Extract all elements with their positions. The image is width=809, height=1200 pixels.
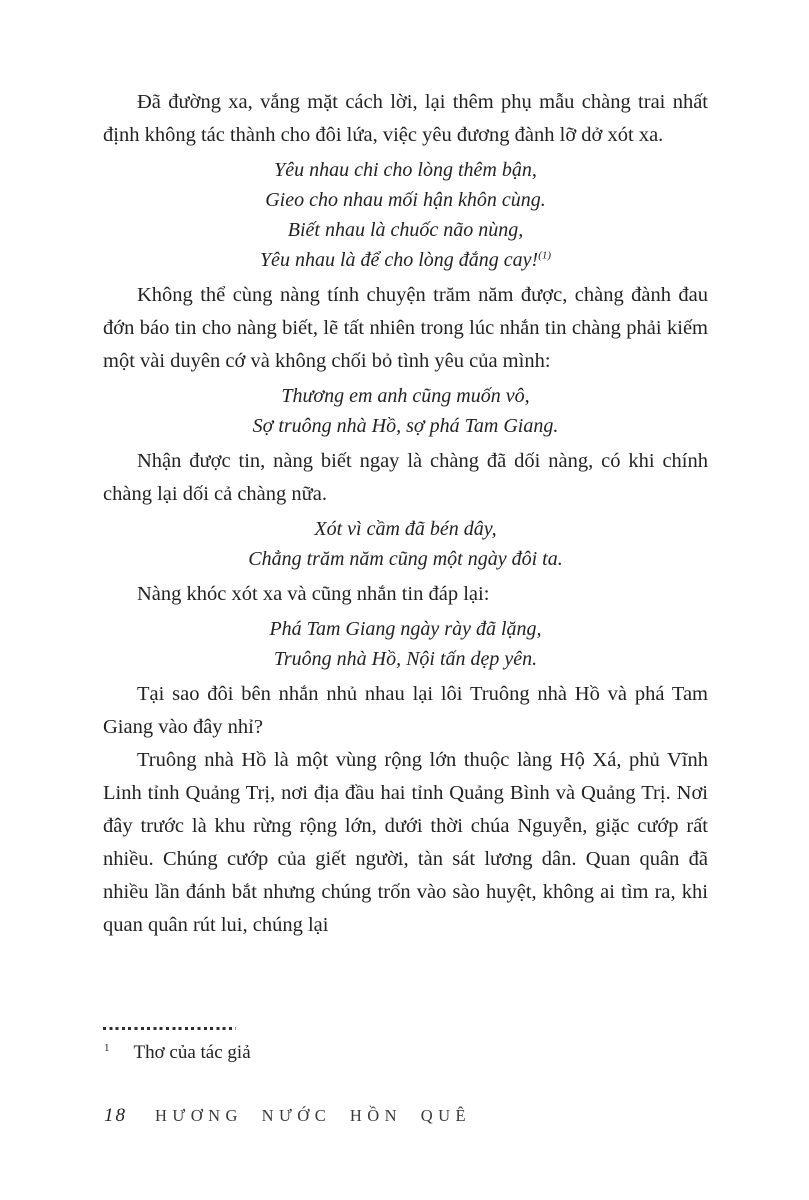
verse-quote — [103, 614, 708, 674]
verse-line: Phá Tam Giang ngày rày đã lặng, — [269, 618, 542, 640]
verse-line: Biết nhau là chuốc não nùng, — [287, 219, 524, 241]
footnote-text: Thơ của tác giả — [133, 1042, 251, 1063]
footnote-divider — [103, 1027, 236, 1030]
paragraph: Tại sao đôi bên nhắn nhủ nhau lại lôi Truông nhà Hồ và phá Tam Giang vào đây nhỉ? — [103, 683, 708, 738]
footnote — [104, 1040, 251, 1066]
paragraph: Không thể cùng nàng tính chuyện trăm năm được, chàng đành đau đớn báo tin cho nàng biết, lẽ tất nhiên trong lúc nhắn tin chàng phải kiếm một vài duyên cớ và không chối bỏ tình yêu của mình: — [103, 284, 708, 372]
footnote-marker: 1 — [104, 1041, 110, 1054]
verse-quote — [103, 514, 708, 574]
page-number: 18 — [104, 1105, 127, 1126]
paragraph: Truông nhà Hồ là một vùng rộng lớn thuộc làng Hộ Xá, phủ Vĩnh Linh tỉnh Quảng Trị, nơi địa đầu hai tỉnh Quảng Bình và Quảng Trị. Nơi đây trước là khu rừng rộng lớn, dưới thời chúa Nguyễn, giặc cướp rất nhiều. Chúng cướp của giết người, tàn sát lương dân. Quan quân đã nhiều lần đánh bắt nhưng chúng trốn vào sào huyệt, không ai tìm ra, khi quan quân rút lui, chúng lại — [103, 749, 708, 936]
page-footer — [104, 1103, 471, 1129]
verse-line: Gieo cho nhau mối hận khôn cùng. — [265, 189, 546, 211]
verse-quote — [103, 155, 708, 275]
page-body-text — [103, 86, 708, 942]
verse-line: Yêu nhau chi cho lòng thêm bận, — [274, 159, 537, 181]
verse-line: Chẳng trăm năm cũng một ngày đôi ta. — [248, 548, 563, 570]
verse-line: Thương em anh cũng muốn vô, — [281, 385, 530, 407]
footnote-reference-marker: (1) — [538, 249, 552, 262]
verse-line: Truông nhà Hồ, Nội tấn dẹp yên. — [273, 648, 538, 670]
paragraph: Nàng khóc xót xa và cũng nhắn tin đáp lại: — [137, 583, 490, 605]
paragraph: Nhận được tin, nàng biết ngay là chàng đã dối nàng, có khi chính chàng lại dối cả chàng nữa. — [103, 450, 708, 505]
verse-quote — [103, 381, 708, 441]
verse-line — [103, 245, 708, 275]
book-title: HƯƠNG NƯỚC HỒN QUÊ — [155, 1106, 472, 1125]
paragraph: Đã đường xa, vắng mặt cách lời, lại thêm phụ mẫu chàng trai nhất định không tác thành cho đôi lứa, việc yêu đương đành lỡ dở xót xa. — [103, 91, 708, 146]
verse-line: Xót vì cầm đã bén dây, — [314, 518, 497, 540]
verse-line: Sợ truông nhà Hồ, sợ phá Tam Giang. — [252, 415, 559, 437]
verse-line-text: Yêu nhau là để cho lòng đắng cay! — [259, 249, 539, 271]
